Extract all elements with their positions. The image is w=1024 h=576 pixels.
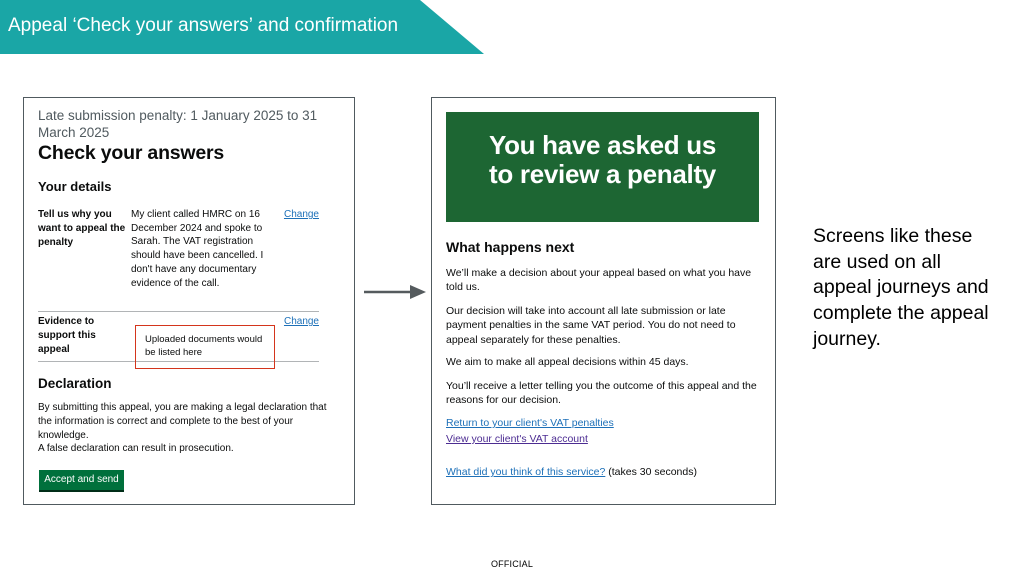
- what-happens-next-heading: What happens next: [446, 239, 575, 255]
- next-steps-paragraph: We aim to make all appeal decisions within 45 days.: [446, 356, 689, 368]
- classification-label: OFFICIAL: [490, 559, 534, 569]
- next-steps-paragraph: We’ll make a decision about your appeal based on what you have told us.: [446, 267, 752, 294]
- uploaded-documents-note: Uploaded documents would be listed here: [135, 325, 275, 369]
- declaration-warning: A false declaration can result in prosecution.: [38, 443, 234, 455]
- feedback-link[interactable]: What did you think of this service?: [446, 466, 606, 478]
- confirmation-title-line-1: You have asked us: [488, 130, 717, 160]
- declaration-text: By submitting this appeal, you are making a legal declaration that the information is correct and complete to the best of your knowledge.: [38, 402, 327, 441]
- next-steps-paragraph: You’ll receive a letter telling you the outcome of this appeal and the reasons for our decision.: [446, 380, 757, 407]
- arrow-right-icon: [364, 283, 426, 301]
- next-steps-paragraph: Our decision will take into account all late submission or late payment penalties in the same VAT period. You do not need to appeal separately for these penalties.: [446, 305, 736, 346]
- your-details-heading: Your details: [38, 179, 112, 194]
- summary-key: Tell us why you want to appeal the penalty: [38, 209, 126, 248]
- feedback-line: [446, 466, 697, 478]
- change-reason-link[interactable]: Change: [283, 209, 319, 220]
- side-note: Screens like these are used on all appeal journeys and complete the appeal journey.: [813, 225, 989, 350]
- summary-value: My client called HMRC on 16 December 2024 and spoke to Sarah. The VAT registration should have been cancelled. I don't have any documentary evidence of the call.: [131, 209, 264, 289]
- confirmation-panel: [446, 112, 759, 222]
- view-vat-account-link[interactable]: View your client's VAT account: [446, 433, 588, 445]
- penalty-caption: Late submission penalty: 1 January 2025 to 31 March 2025: [38, 108, 318, 140]
- change-evidence-link[interactable]: Change: [283, 316, 319, 327]
- check-answers-screen: [23, 97, 355, 505]
- confirmation-title-line-2: to review a penalty: [489, 159, 716, 189]
- summary-key: Evidence to support this appeal: [38, 316, 96, 355]
- accept-and-send-button[interactable]: Accept and send: [39, 470, 124, 490]
- declaration-body: [38, 401, 328, 456]
- slide-title: Appeal ‘Check your answers’ and confirmation: [8, 15, 399, 36]
- declaration-heading: Declaration: [38, 376, 112, 391]
- confirmation-screen: [431, 97, 776, 505]
- summary-row-reason: [38, 208, 319, 312]
- feedback-duration: (takes 30 seconds): [605, 466, 697, 478]
- page-title: Check your answers: [38, 142, 225, 164]
- return-to-penalties-link[interactable]: Return to your client's VAT penalties: [446, 417, 614, 429]
